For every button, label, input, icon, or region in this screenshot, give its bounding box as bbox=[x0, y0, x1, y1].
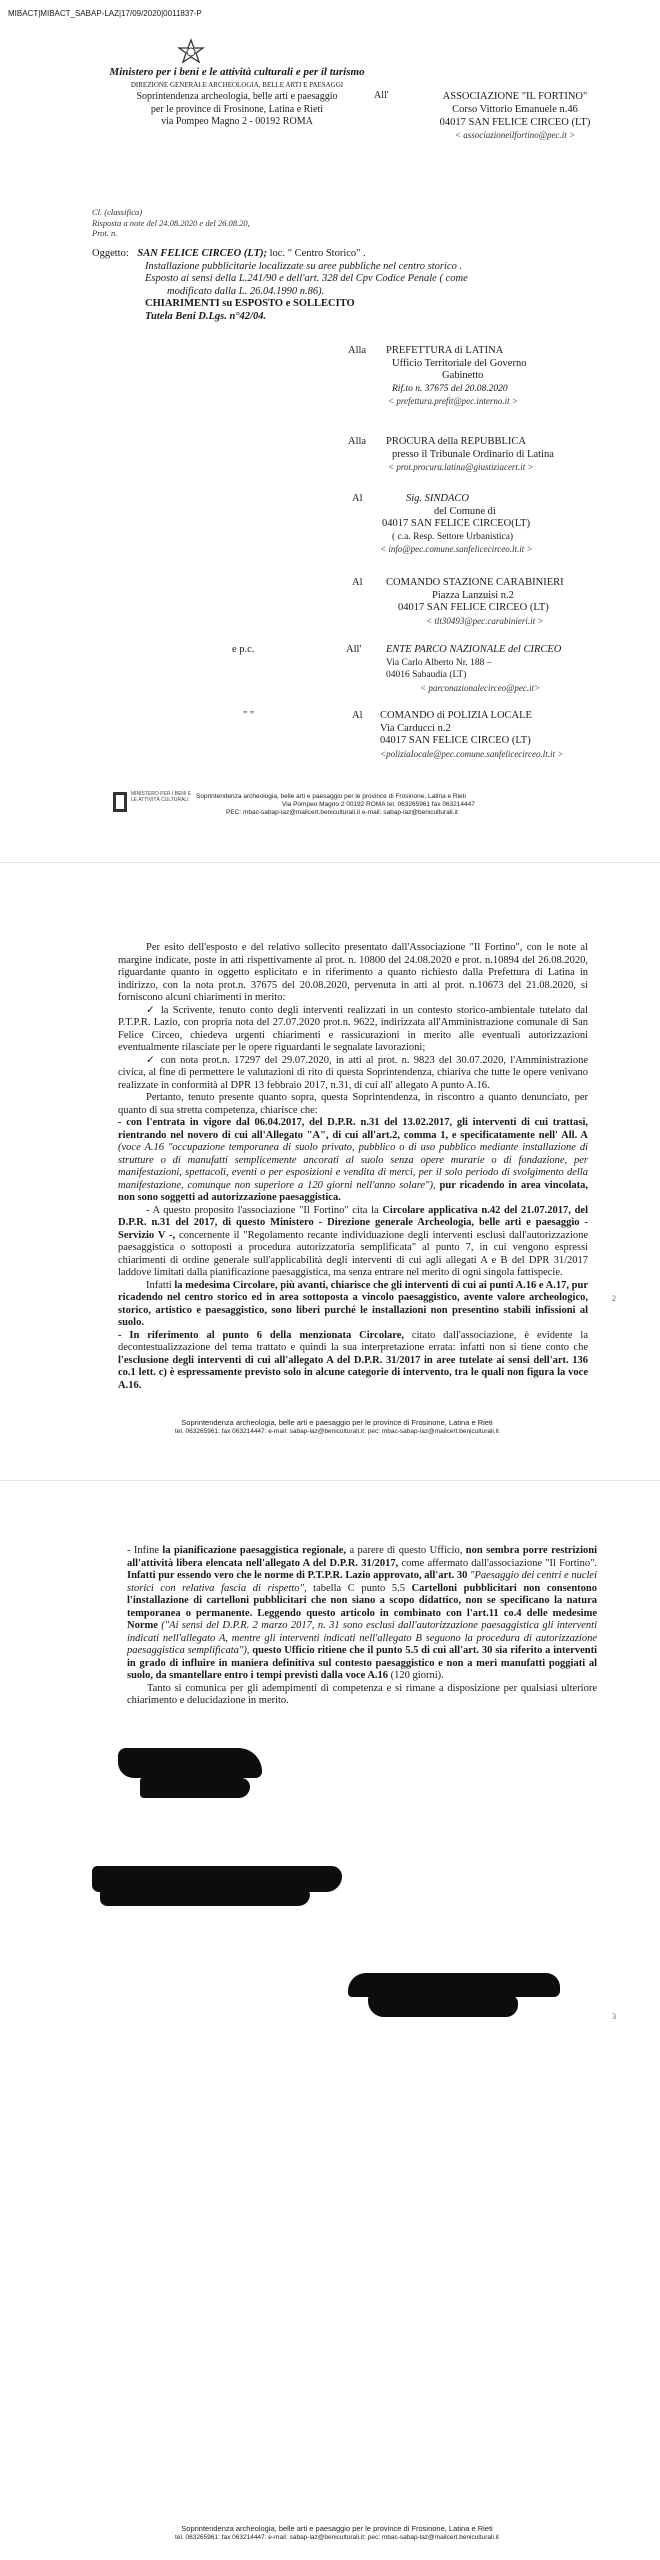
redaction-block bbox=[368, 1995, 518, 2017]
page3-text-italic: "Paesaggio dei centri e nuclei storici con relativa fascia di rispetto", bbox=[127, 1570, 598, 1594]
recipient-6-line: Via Carducci n.2 bbox=[380, 722, 451, 734]
page2-para-7-bold: la medesima Circolare, più avanti, chiarisce che gli interventi di cui ai punti A.16 e A.17, pur ricadendo nel centro storico ed in area sottoposta a vincolo paesaggistico, avente valore archeologico, storico, artistico e paesaggistico, sono liberi purché le installazioni non presentino stabili infissioni al suolo. bbox=[118, 1279, 589, 1328]
subject-line-4: modificato dalla L. 26.04.1990 n.86). bbox=[167, 285, 325, 297]
page-separator bbox=[0, 862, 660, 863]
page-separator bbox=[0, 1480, 660, 1481]
recipient-2-label: Alla bbox=[348, 436, 367, 447]
subject-line-5: CHIARIMENTI su ESPOSTO e SOLLECITO bbox=[145, 298, 355, 309]
page3-para-2: Tanto si comunica per gli adempimenti di competenza e si rimane a disposizione per qualsiasi ulteriore chiarimento e delucidazione in merito. bbox=[127, 1682, 597, 1706]
page2-para-8-conclusion: l'esclusione degli interventi di cui all'allegato A del D.P.R. 31/2017 in aree tutelate ai sensi dell'art. 136 co.1 lett. c) è espressamente previsto solo in alcune categorie di intervento, tra le quali non figura la voce A.16. bbox=[118, 1354, 588, 1391]
meta-risposta: Risposta a note del 24.08.2020 e del 26.08.20, bbox=[92, 217, 250, 228]
page2-footer bbox=[112, 1418, 562, 1436]
addressee-email: < associazioneilfortino@pec.it > bbox=[454, 130, 576, 140]
recipient-5-prefix: e p.c. bbox=[232, 644, 255, 655]
page3-text-bold: la pianificazione paesaggistica regionale, bbox=[162, 1545, 347, 1556]
recipient-5-line: 04016 Sabaudia (LT) bbox=[386, 670, 467, 680]
addressee-street: Corso Vittorio Emanuele n.46 bbox=[452, 104, 578, 115]
recipient-4-email: < tlt30493@pec.carabinieri.it > bbox=[426, 615, 544, 626]
ministry-name: Ministero per i beni e le attività culturali e per il turismo bbox=[109, 66, 365, 78]
protocol-stamp: MIBACT|MIBACT_SABAP-LAZ|17/09/2020|0011837-P bbox=[8, 9, 202, 18]
footer-line-2: Via Pompeo Magno 2 00192 ROMA tel. 063265961 fax 063214447 bbox=[282, 801, 475, 808]
redaction-block bbox=[118, 1748, 262, 1778]
page3-text-bold: questo Ufficio ritiene che il punto 5.5 di cui all'art. 30 sia riferito a interventi in grado di influire in maniera definitiva sul contesto paesaggistico e non a meri manufatti poggiati al suolo, da smantellare entro i tempi previsti dalla voce A.16 bbox=[127, 1645, 597, 1681]
footer-block bbox=[196, 793, 475, 817]
meta-prot: Prot. n. bbox=[92, 228, 118, 238]
page3-text-bold: Cartelloni pubblicitari non consentono l'installazione di cartelloni pubblicitari che non siano a scopo didattico, non se specificano la natura temporanea o permanente. Leggendo questo articolo in combinato con l'art.11 co.4 delle medesime Norme bbox=[127, 1582, 598, 1631]
recipient-6 bbox=[380, 710, 630, 760]
recipient-5-label: All' bbox=[346, 644, 362, 655]
subject-line-6: Tutela Beni D.Lgs. n°42/04. bbox=[145, 310, 267, 322]
recipient-4-line: COMANDO STAZIONE CARABINIERI bbox=[386, 577, 564, 588]
recipient-3-label: Al bbox=[352, 493, 363, 504]
directorate-name: DIREZIONE GENERALE ARCHEOLOGIA, BELLE ARTI E PAESAGGI bbox=[130, 80, 344, 89]
page2-para-6-rest: concernente il "Regolamento recante individuazione degli interventi esclusi dall'autorizzazione paesaggistica o sottoposti a procedura autorizzatoria semplificata" al punto 7, in cui vengono espressi chiarimenti di ordine generale sull'applicabilità degli interventi di cui agli allegati A e B del DPR 31/2017 laddove limitati dalla pianificazione paesaggistica, ma senza entrare nel merito di ogni singola fattispecie. bbox=[118, 1229, 589, 1278]
page2-para-8-text: citato dall'associazione, è evidente la decontestualizzazione del tema trattato e quindi la sua interpretazione errata: infatti non si tiene conto che bbox=[118, 1329, 589, 1353]
page2-para-5-quote: (voce A.16 "occupazione temporanea di suolo privato, pubblico o di uso pubblico mediante installazione di strutture o di manufatti semplicemente ancorati al suolo senza opere murarie o di fondazione, per manifestazioni, spettacoli, eventi o per esposizioni e vendita di merci, per il solo periodo di svolgimento della manifestazione, comunque non superiore a 120 giorni nell'anno solare"), bbox=[118, 1142, 588, 1191]
page-number-2: 2 bbox=[612, 1294, 616, 1303]
recipient-3-line: del Comune di bbox=[434, 505, 496, 517]
mibact-logo-icon bbox=[112, 791, 128, 813]
recipient-2-line: presso il Tribunale Ordinario di Latina bbox=[392, 448, 554, 460]
office-line-2: per le province di Frosinone, Latina e Rieti bbox=[150, 103, 324, 115]
page2-para-6-intro: - A questo proposito l'associazione "Il Fortino" cita la bbox=[146, 1204, 379, 1216]
page3-text: (120 giorni). bbox=[390, 1670, 444, 1681]
subject-label: Oggetto: bbox=[92, 248, 129, 259]
recipient-6-prefix: " " bbox=[243, 710, 255, 721]
recipient-6-line: 04017 SAN FELICE CIRCEO (LT) bbox=[380, 735, 531, 746]
page3-text-bold: Infatti pur essendo vero che le norme di P.T.P.R. Lazio approvato, all'art. 30 bbox=[127, 1570, 468, 1581]
recipient-1-email: < prefettura.prefit@pec.interno.it > bbox=[388, 396, 518, 406]
page2-para-1: Per esito dell'esposto e del relativo sollecito presentato dall'Associazione "Il Fortino", con le note al margine indicate, poste in atti rispettivamente al prot. n. 10800 del 24.08.2020 e prot. n.10894 del 26.08.2020, riguardante quanto in oggetto esplicitato e in riferimento a quanto richiesto dalla Prefettura di Latina in indirizzo, con la nota prot.n. 37675 del 20.08.2020, pervenuta in atti al prot. n.10673 del 21.08.2020, si forniscono alcuni chiarimenti in merito: bbox=[118, 942, 588, 1003]
recipient-4 bbox=[386, 577, 564, 627]
page2-para-5-conclusion: pur ricadendo in area vincolata, non sono soggetti ad autorizzazione paesaggistica. bbox=[118, 1179, 589, 1203]
recipient-4-label: Al bbox=[352, 577, 363, 588]
recipient-2 bbox=[386, 436, 554, 474]
page-number-3: 3 bbox=[612, 2012, 616, 2021]
page3-text: a parere di questo Ufficio, bbox=[349, 1545, 463, 1556]
recipient-5 bbox=[380, 644, 561, 694]
mibact-logo-text: MINISTERO PER I BENI E LE ATTIVITÀ CULTURALI bbox=[131, 791, 192, 803]
subject-loc: loc. " Centro Storico" . bbox=[269, 248, 366, 259]
page3-footer bbox=[112, 2524, 562, 2542]
subject-line-2: Installazione pubblicitarie localizzate su aree pubbliche nel centro storico . bbox=[145, 260, 463, 272]
recipient-3-line: Sig. SINDACO bbox=[406, 493, 469, 504]
page2-para-7-intro: Infatti bbox=[146, 1279, 172, 1291]
recipient-5-email: < parconazionalecirceo@pec.it> bbox=[420, 682, 541, 693]
page2-para-7 bbox=[118, 1280, 588, 1330]
page2-body bbox=[118, 942, 588, 1392]
office-line-3: via Pompeo Magno 2 - 00192 ROMA bbox=[161, 116, 313, 127]
recipient-2-line: PROCURA della REPUBBLICA bbox=[386, 436, 527, 447]
page2-footer-line-1: Soprintendenza archeologia, belle arti e paesaggio per le province di Frosinone, Latina e Rieti bbox=[181, 1418, 493, 1427]
redaction-block bbox=[92, 1866, 342, 1892]
recipient-3-line: ( c.a. Resp. Settore Urbanistica) bbox=[392, 531, 514, 542]
addressee-city: 04017 SAN FELICE CIRCEO (LT) bbox=[439, 117, 591, 128]
recipient-2-email: < prot.procura.latina@giustiziacert.it > bbox=[388, 462, 534, 472]
redaction-block bbox=[140, 1778, 250, 1798]
footer-line-3: PEC: mbac-sabap-laz@mailcert.beniculturali.it e-mail: sabap-laz@beniculturali.it bbox=[226, 809, 458, 816]
page2-para-8-bold: - In riferimento al punto 6 della menzionata Circolare, bbox=[118, 1329, 404, 1341]
page3-text-italic: ("Ai sensi del D.P.R. 2 marzo 2017, n. 31 sono esclusi dall'autorizzazione paesaggistica gli interventi indicati nell'allegato A, mentre gli interventi indicati nell'allegato B seguono la procedura di autorizzazione paesaggistica semplificata"), bbox=[127, 1620, 597, 1656]
page3-text: come affermato dall'associazione "Il Fortino". bbox=[401, 1557, 597, 1569]
page3-para-1 bbox=[127, 1545, 597, 1683]
recipient-3 bbox=[380, 493, 630, 556]
page2-footer-line-2: tel. 063265961: fax 063214447: e-mail: sabap-laz@beniculturali.it: pec: mbac-sabap-laz@mailcert.beniculturali.it bbox=[175, 1428, 499, 1435]
page3-body bbox=[127, 1545, 597, 1708]
page2-para-5 bbox=[118, 1117, 588, 1205]
recipient-1-label: Alla bbox=[348, 345, 367, 356]
page3-footer-line-1: Soprintendenza archeologia, belle arti e paesaggio per le province di Frosinone, Latina e Rieti bbox=[181, 2524, 493, 2533]
page3-text: tabella C punto 5.5 bbox=[313, 1582, 405, 1594]
page2-para-6 bbox=[118, 1205, 588, 1280]
page3-text-bold: non sembra porre restrizioni all'attività libera elencata nell'allegato A del D.P.R. 31/2017, bbox=[127, 1545, 597, 1569]
page2-para-2: ✓ la Scrivente, tenuto conto degli interventi realizzati in un contesto storico-ambientale tutelato dal P.T.P.R. Lazio, con propria nota del 27.07.2020 prot.n. 9622, indirizzata all'Amministrazione comunale di San Felice Circeo, chiedeva urgenti chiarimenti e rassicurazioni in merito alle eventuali autorizzazioni eventualmente rilasciate per le opere riguardanti le segnalate lavorazioni; bbox=[118, 1004, 588, 1053]
addressee-name: ASSOCIAZIONE "IL FORTINO" bbox=[442, 91, 588, 102]
recipient-1 bbox=[386, 345, 526, 408]
footer-line-1: Soprintendenza archeologia, belle arti e paesaggio per le province di Frosinone, Latina e Rieti bbox=[196, 793, 466, 800]
recipient-3-email: < info@pec.comune.sanfelicecirceo.lt.it > bbox=[380, 544, 533, 554]
recipient-3-line: 04017 SAN FELICE CIRCEO(LT) bbox=[382, 518, 531, 529]
recipient-6-line: COMANDO di POLIZIA LOCALE bbox=[380, 710, 532, 721]
subject-line-3: Esposto ai sensi della L.241/90 e dell'art. 328 del Cpv Codice Penale ( come bbox=[145, 273, 468, 284]
recipient-5-line: Via Carlo Alberto Nr. 188 – bbox=[386, 657, 492, 668]
redaction-block bbox=[100, 1890, 310, 1906]
page2-para-8 bbox=[118, 1330, 588, 1393]
recipient-6-label: Al bbox=[352, 710, 363, 721]
page2-para-3: ✓ con nota prot.n. 17297 del 29.07.2020, in atti al prot. n. 9823 del 30.07.2020, l'Amministrazione civica, al fine di permettere le valutazioni di rito di questa Soprintendenza, chiariva che tutte le opere venivano realizzate in conformità al DPR 13 febbraio 2017, n.31, di cui all' allegato A punto A.16. bbox=[118, 1054, 588, 1091]
page2-para-6-bold: Circolare applicativa n.42 del 21.07.2017, del D.P.R. n.31 del 2017, di questo Ministero - Direzione generale Archeologia, belle arti e paesaggio - Servizio V -, bbox=[118, 1204, 588, 1241]
redaction-block bbox=[348, 1973, 560, 1997]
recipient-5-line: ENTE PARCO NAZIONALE del CIRCEO bbox=[386, 644, 562, 655]
recipient-4-line: 04017 SAN FELICE CIRCEO (LT) bbox=[398, 602, 549, 613]
page3-text: - Infine bbox=[127, 1545, 159, 1556]
recipient-1-line: Gabinetto bbox=[442, 370, 484, 381]
recipient-list bbox=[0, 0, 660, 780]
page3-footer-line-2: tel. 063265961: fax 063214447: e-mail: sabap-laz@beniculturali.it: pec: mbac-sabap-laz@mailcert.beniculturali.it bbox=[175, 2534, 499, 2541]
addressee-label: All' bbox=[374, 90, 389, 101]
recipient-1-line: PREFETTURA di LATINA bbox=[386, 345, 504, 356]
page2-para-5-bold: - con l'entrata in vigore dal 06.04.2017, del D.P.R. n.31 del 13.02.2017, gli interventi di cui trattasi, rientrando nel novero di cui all'Allegato "A", di cui all'art.2, comma 1, e specificatamente nell' All. A bbox=[118, 1117, 588, 1141]
office-line-1: Soprintendenza archeologia, belle arti e paesaggio bbox=[136, 91, 338, 102]
meta-classifica: Cl. (classifica) bbox=[92, 207, 143, 217]
subject-place: SAN FELICE CIRCEO (LT); bbox=[137, 248, 267, 259]
recipient-4-line: Piazza Lanzuisi n.2 bbox=[432, 589, 514, 601]
recipient-1-line: Ufficio Territoriale del Governo bbox=[392, 357, 527, 369]
page2-para-4: Pertanto, tenuto presente quanto sopra, questa Soprintendenza, in riscontro a quanto denunciato, per quanto di sua stretta competenza, chiarisce che: bbox=[118, 1092, 588, 1116]
recipient-6-email: <poliziaIocale@pec.comune.sanfelicecirceo.lt.it > bbox=[380, 748, 564, 759]
recipient-1-ref: Rif.to n. 37675 del 20.08.2020 bbox=[392, 383, 508, 394]
